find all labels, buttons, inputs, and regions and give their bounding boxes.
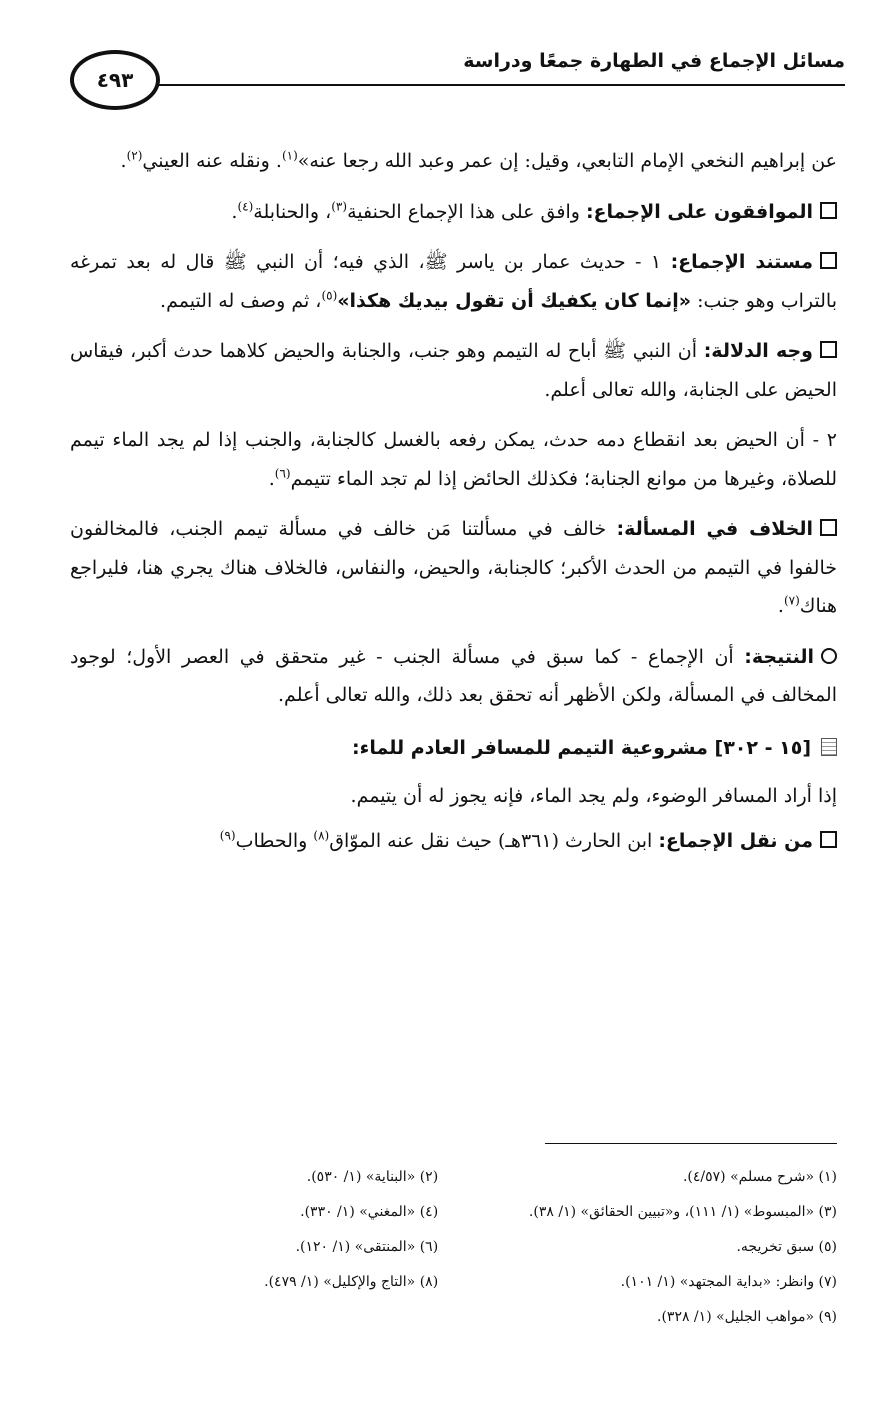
paragraph-8 — [70, 777, 837, 816]
square-bullet-icon — [820, 252, 837, 269]
footnote-7: (٧) وانظر: «بداية المجتهد» (١/ ١٠١). — [620, 1274, 837, 1290]
footnote-ref-4[interactable]: (٤) — [237, 199, 254, 214]
footnote-row — [70, 1195, 837, 1230]
page-number: ٤٩٣ — [70, 50, 160, 110]
square-bullet-icon — [820, 831, 837, 848]
section-heading-text: [١٥ - ٣٠٢] مشروعية التيمم للمسافر العادم للماء: — [352, 736, 811, 759]
footnote-ref-2[interactable]: (٢) — [126, 148, 143, 163]
hadith-quote: «إنما كان يكفيك أن تقول بيديك هكذا» — [337, 289, 692, 312]
p1-text: عن إبراهيم النخعي الإمام التابعي، وقيل: إن عمر وعبد الله رجعا عنه» — [297, 150, 837, 172]
footnote-2: (٢) «البناية» (١/ ٥٣٠). — [306, 1169, 439, 1185]
p6-text: خالف في مسألتنا مَن خالف في مسألة تيمم الجنب، فالمخالفون خالفوا في التيمم من الحدث الأكبر؛ كالجنابة، والحيض، والنفاس، فالخلاف هناك يجري هنا، فليراجع هناك — [70, 518, 837, 617]
paragraph-6 — [70, 510, 837, 626]
footnote-ref-3[interactable]: (٣) — [331, 199, 348, 214]
section-heading — [70, 729, 837, 768]
p1-text2: . ونقله عنه العيني — [142, 150, 282, 172]
footnote-row — [70, 1300, 837, 1335]
footnote-8: (٨) «التاج والإكليل» (١/ ٤٧٩). — [264, 1274, 439, 1290]
p7-text: أن الإجماع - كما سبق في مسألة الجنب - غير متحقق في العصر الأول؛ لوجود المخالف في المسألة، ولكن الأظهر أنه تحقق بعد ذلك، والله تعالى أعلم. — [70, 645, 837, 706]
p3-label: مستند الإجماع: — [670, 251, 813, 273]
p6-label: الخلاف في المسألة: — [616, 518, 813, 540]
p4-text: أن النبي ﷺ أباح له التيمم وهو جنب، والجنابة والحيض كلاهما حدث أكبر، فيقاس الحيض على الجنابة، والله تعالى أعلم. — [70, 340, 837, 401]
paragraph-4 — [70, 332, 837, 409]
header-rule — [155, 84, 845, 86]
main-text — [70, 142, 837, 866]
footnote-ref-1[interactable]: (١) — [281, 148, 298, 163]
running-title: مسائل الإجماع في الطهارة جمعًا ودراسة — [463, 50, 845, 72]
p5-end: . — [268, 467, 275, 490]
p2-label: الموافقون على الإجماع: — [585, 200, 813, 223]
p2-end: . — [231, 200, 238, 223]
footnote-9: (٩) «مواهب الجليل» (١/ ٣٢٨). — [657, 1309, 837, 1325]
page-header — [70, 40, 845, 120]
p4-label: وجه الدلالة: — [703, 340, 813, 362]
p9-text2: والحطاب — [235, 829, 314, 852]
p6-end: . — [777, 595, 784, 617]
circle-bullet-icon — [821, 648, 837, 664]
p2-text2: ، والحنابلة — [253, 200, 332, 223]
square-bullet-icon — [820, 341, 837, 358]
p2-text: وافق على هذا الإجماع الحنفية — [347, 200, 586, 223]
paragraph-2 — [70, 193, 837, 232]
footnote-separator — [545, 1143, 837, 1144]
paragraph-7 — [70, 638, 837, 715]
footnote-row — [70, 1160, 837, 1195]
footnote-ref-8[interactable]: (٨) — [313, 828, 330, 843]
square-bullet-icon — [820, 519, 837, 536]
paragraph-1 — [70, 142, 837, 181]
footnote-ref-7[interactable]: (٧) — [783, 593, 800, 608]
p3-text2: ، ثم وصف له التيمم. — [160, 289, 322, 312]
p1-end: . — [120, 150, 127, 172]
footnote-ref-6[interactable]: (٦) — [274, 466, 291, 481]
p5-text: ٢ - أن الحيض بعد انقطاع دمه حدث، يمكن رفعه بالغسل كالجنابة، والجنب إذا لم يجد الماء تيمم للصلاة، وغيرها من موانع الجنابة؛ فكذلك الحائض إذا لم تجد الماء تتيمم — [70, 429, 837, 490]
paragraph-5 — [70, 421, 837, 498]
footnote-3: (٣) «المبسوط» (١/ ١١١)، و«تبيين الحقائق» (١/ ٣٨). — [528, 1204, 837, 1220]
footnote-1: (١) «شرح مسلم» (٤/٥٧). — [682, 1169, 837, 1185]
p9-label: من نقل الإجماع: — [658, 829, 813, 852]
p9-text: ابن الحارث (٣٦١هـ) حيث نقل عنه الموّاق — [329, 829, 659, 852]
square-bullet-icon — [820, 202, 837, 219]
p8-text: إذا أراد المسافر الوضوء، ولم يجد الماء، فإنه يجوز له أن يتيمم. — [350, 785, 837, 807]
footnote-row — [70, 1265, 837, 1300]
p3-text: ١ - حديث عمار بن ياسر ﷺ، الذي فيه؛ أن النبي ﷺ قال له بعد تمرغه بالتراب وهو جنب: — [70, 251, 837, 312]
p7-label: النتيجة: — [744, 645, 814, 668]
paragraph-9 — [70, 822, 837, 861]
footnote-5: (٥) سبق تخريجه. — [736, 1239, 837, 1255]
footnote-4: (٤) «المغني» (١/ ٣٣٠). — [300, 1204, 439, 1220]
paragraph-3 — [70, 243, 837, 320]
footnote-ref-9[interactable]: (٩) — [219, 828, 236, 843]
footnote-ref-5[interactable]: (٥) — [321, 288, 338, 303]
footnote-row — [70, 1230, 837, 1265]
footnotes — [70, 1160, 837, 1335]
footnote-6: (٦) «المنتقى» (١/ ١٢٠). — [295, 1239, 439, 1255]
document-icon — [821, 738, 837, 756]
